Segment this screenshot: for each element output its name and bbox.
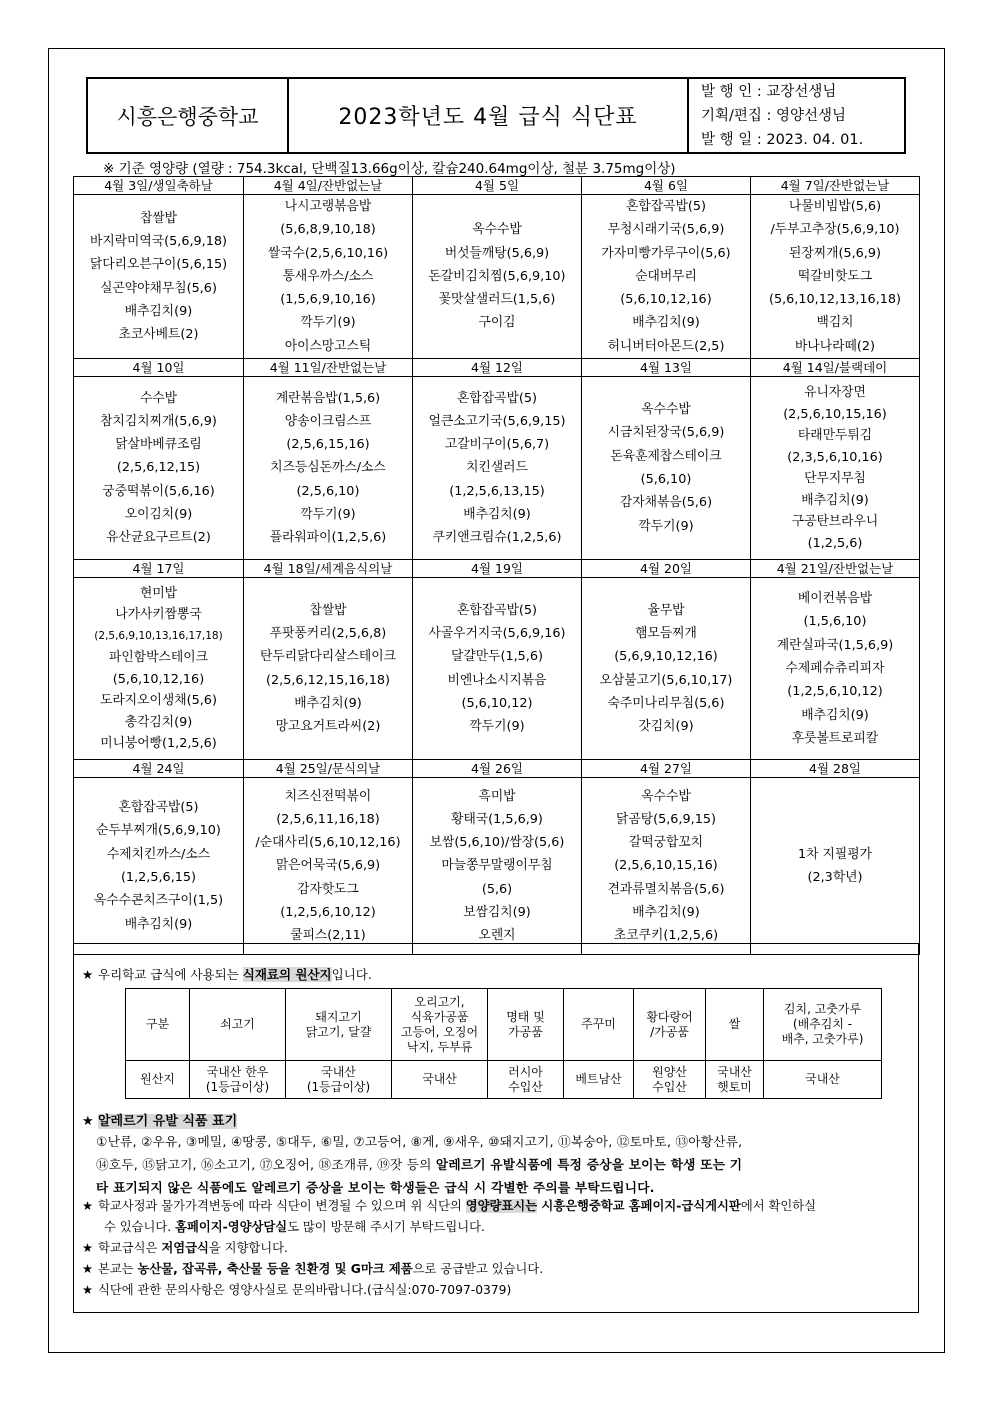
menu-item: 치즈신전떡볶이 — [284, 788, 372, 804]
menu-item: 깍두기(9) — [469, 719, 525, 735]
day-date: 4월 17일 — [74, 560, 244, 578]
menu-item: 보쌈김치(9) — [463, 905, 531, 921]
origin-table — [125, 988, 882, 1099]
menu-item: (2,5,6,15,16) — [286, 437, 370, 453]
menu-table — [73, 176, 920, 955]
menu-item: 숙주미나리무침(5,6) — [607, 695, 725, 711]
menu-item: 쿠키앤크림슈(1,2,5,6) — [432, 530, 562, 546]
day-menu — [244, 778, 413, 955]
menu-item: 치킨샐러드 — [466, 460, 528, 476]
menu-item: 혼합잡곡밥(5) — [457, 602, 537, 618]
menu-item: 계란실파국(1,5,6,9) — [776, 637, 894, 653]
menu-item: 배추김치(9) — [632, 315, 700, 331]
menu-item: 황태국(1,5,6,9) — [451, 811, 543, 827]
menu-item: 구공탄브라우니 — [791, 514, 879, 530]
menu-item: 깍두기(9) — [300, 507, 356, 523]
menu-item: 도라지오이생채(5,6) — [100, 693, 217, 709]
menu-item: (1,2,5,6,10,12) — [787, 684, 883, 700]
day-menu — [413, 578, 582, 760]
menu-item: 배추김치(9) — [801, 492, 869, 508]
date-row — [74, 760, 920, 778]
menu-item: /두부고추장(5,6,9,10) — [770, 222, 900, 238]
menu-row — [74, 195, 920, 359]
menu-item: 후룻볼트로피칼 — [791, 730, 879, 746]
menu-item: 나가사키짬뽕국 — [115, 607, 202, 623]
day-menu — [413, 377, 582, 560]
menu-item: 비엔나소시지볶음 — [447, 672, 547, 688]
menu-item: 깍두기(9) — [638, 518, 694, 534]
day-date: 4월 27일 — [582, 760, 751, 778]
day-menu — [244, 578, 413, 760]
menu-item: 마늘쫑무말랭이무침 — [441, 858, 553, 874]
origin-value-cell: 국내산 — [764, 1061, 882, 1099]
menu-item: (2,3,5,6,10,16) — [787, 449, 883, 465]
menu-item: 파인함박스테이크 — [109, 650, 208, 666]
day-date: 4월 7일/잔반없는날 — [751, 177, 920, 195]
origin-header-cell: 쇠고기 — [190, 989, 286, 1061]
menu-item: 갓김치(9) — [638, 719, 694, 735]
menu-item: 백김치 — [816, 315, 854, 331]
star-icon: ★ — [82, 967, 94, 982]
date-row — [74, 560, 920, 578]
menu-item: 혼합잡곡밥(5) — [457, 390, 537, 406]
menu-item: 가자미빵가루구이(5,6) — [601, 245, 731, 261]
day-date: 4월 28일 — [751, 760, 920, 778]
day-menu — [582, 778, 751, 955]
origin-header-cell: 구분 — [126, 989, 190, 1061]
page-title: 2023학년도 4월 급식 식단표 — [289, 79, 689, 152]
menu-item: 수제치킨까스/소스 — [106, 846, 211, 862]
day-date: 4월 25일/문식의날 — [244, 760, 413, 778]
menu-item: (2,3학년) — [807, 870, 863, 886]
menu-item: 닭다리오븐구이(5,6,15) — [89, 257, 228, 273]
menu-item: (5,6,10) — [640, 472, 692, 488]
menu-item: 떡갈비핫도그 — [797, 268, 873, 284]
menu-item: 나물비빔밥(5,6) — [788, 199, 882, 214]
menu-item: 찹쌀밥 — [139, 210, 178, 226]
origin-value-cell: 국내산 (1등급이상) — [286, 1061, 392, 1099]
menu-item: 닭살바베큐조림 — [115, 437, 202, 453]
menu-item: 순대버무리 — [635, 268, 697, 284]
menu-item: (2,5,6,9,10,13,16,17,18) — [94, 629, 223, 642]
menu-row — [74, 377, 920, 560]
day-menu — [751, 195, 920, 359]
day-menu — [751, 778, 920, 955]
editor: 기획/편집 : 영양선생님 — [701, 107, 847, 124]
menu-item: /순대사리(5,6,10,12,16) — [255, 835, 401, 851]
day-menu — [74, 377, 244, 560]
star-icon: ★ — [82, 1241, 94, 1255]
menu-item: 옥수수콘치즈구이(1,5) — [93, 893, 224, 909]
menu-item: (5,6,10,12) — [461, 695, 533, 711]
menu-item: 참치김치찌개(5,6,9) — [100, 413, 217, 429]
menu-item: 돈갈비김치찜(5,6,9,10) — [428, 268, 566, 284]
menu-item: 옥수수밥 — [472, 222, 522, 238]
menu-item: 꽃맛살샐러드(1,5,6) — [438, 292, 556, 308]
day-date: 4월 5일 — [413, 177, 582, 195]
origin-intro: ★ 우리학교 급식에 사용되는 식재료의 원산지입니다. — [82, 967, 372, 982]
origin-value-cell: 국내산 — [392, 1061, 488, 1099]
menu-item: 구이김 — [478, 315, 516, 331]
star-icon: ★ — [82, 1283, 94, 1297]
origin-value-cell: 국내산 햇토미 — [706, 1061, 764, 1099]
menu-item: 혼합잡곡밥(5) — [118, 800, 199, 816]
day-menu — [74, 578, 244, 760]
menu-item: 시금치된장국(5,6,9) — [607, 425, 725, 441]
menu-item: (2,5,6,10,15,16) — [614, 858, 718, 874]
menu-item: (1,2,5,6,10,12) — [280, 905, 376, 921]
day-menu — [413, 778, 582, 955]
menu-item: (5,6) — [481, 881, 513, 897]
day-date: 4월 18일/세계음식의날 — [244, 560, 413, 578]
origin-header-row — [126, 989, 882, 1061]
menu-item: 얼큰소고기국(5,6,9,15) — [428, 413, 566, 429]
day-menu — [244, 377, 413, 560]
menu-item: 배추김치(9) — [632, 905, 700, 921]
menu-item: (2,5,6,10) — [296, 483, 360, 499]
menu-item: 나시고랭볶음밥 — [284, 199, 372, 214]
menu-item: 푸팟퐁커리(2,5,6,8) — [269, 625, 387, 641]
menu-item: 총각김치(9) — [124, 714, 193, 730]
menu-item: 된장찌개(5,6,9) — [789, 245, 881, 261]
menu-item: 오이김치(9) — [124, 507, 193, 523]
menu-item: (2,5,6,12,15,16,18) — [266, 672, 390, 688]
day-date: 4월 26일 — [413, 760, 582, 778]
day-date: 4월 4일/잔반없는날 — [244, 177, 413, 195]
day-menu — [74, 778, 244, 955]
menu-item: (5,6,10,12,13,16,18) — [768, 292, 902, 308]
info-box — [73, 943, 919, 1313]
menu-item: 배추김치(9) — [294, 695, 362, 711]
menu-item: 궁중떡볶이(5,6,16) — [102, 483, 215, 499]
menu-item: 갈떡궁합꼬치 — [628, 835, 704, 851]
menu-item: (1,5,6,9,10,16) — [280, 292, 376, 308]
menu-row — [74, 778, 920, 955]
menu-item: 돈육훈제찹스테이크 — [610, 448, 722, 464]
publish-date: 발 행 일 : 2023. 04. 01. — [701, 131, 864, 148]
day-date: 4월 3일/생일축하날 — [74, 177, 244, 195]
day-date: 4월 11일/잔반없는날 — [244, 359, 413, 377]
menu-item: (5,6,9,10,12,16) — [614, 649, 718, 665]
menu-item: 쿨피스(2,11) — [290, 928, 366, 944]
star-icon: ★ — [82, 1114, 94, 1129]
origin-header-cell: 오리고기, 식육가공품 고등어, 오징어 낙지, 두부류 — [392, 989, 488, 1061]
menu-item: 배추김치(9) — [801, 707, 869, 723]
day-date: 4월 19일 — [413, 560, 582, 578]
day-date: 4월 24일 — [74, 760, 244, 778]
menu-item: 단무지무침 — [804, 471, 866, 487]
menu-item: (5,6,8,9,10,18) — [280, 222, 376, 238]
menu-item: 양송이크림스프 — [284, 413, 372, 429]
day-menu — [582, 377, 751, 560]
menu-item: 닭곰탕(5,6,9,15) — [616, 811, 716, 827]
day-menu — [582, 195, 751, 359]
origin-header-cell: 돼지고기 닭고기, 달걀 — [286, 989, 392, 1061]
menu-item: (2,5,6,12,15) — [116, 460, 201, 476]
menu-item: 옥수수밥 — [641, 788, 691, 804]
origin-value-cell: 러시아 수입산 — [488, 1061, 564, 1099]
day-menu — [751, 377, 920, 560]
origin-value-cell: 베트남산 — [564, 1061, 634, 1099]
menu-item: 초코쿠키(1,2,5,6) — [613, 928, 719, 944]
origin-value-cell: 국내산 한우 (1등급이상) — [190, 1061, 286, 1099]
day-menu — [751, 578, 920, 760]
menu-item: 쌀국수(2,5,6,10,16) — [267, 245, 389, 261]
menu-item: 베이컨볶음밥 — [797, 591, 873, 607]
menu-item: 사골우거지국(5,6,9,16) — [428, 625, 566, 641]
note-menu-change: ★ 학교사정과 물가가격변동에 따라 식단이 변경될 수 있으며 위 식단의 영양량표시는 시흥은행중학교 홈페이지-급식게시판에서 확인하실 — [82, 1196, 912, 1217]
origin-header-cell: 주꾸미 — [564, 989, 634, 1061]
menu-item: 감자채볶음(5,6) — [619, 495, 713, 511]
note-low-salt: ★ 학교급식은 저염급식을 지향합니다. — [82, 1238, 912, 1259]
origin-highlight: 식재료의 원산지 — [242, 967, 332, 982]
publication-info — [689, 79, 904, 152]
menu-item: 무청시래기국(5,6,9) — [607, 222, 725, 238]
menu-item: 찹쌀밥 — [309, 602, 347, 618]
day-date: 4월 20일 — [582, 560, 751, 578]
menu-item: 배추김치(9) — [124, 303, 193, 319]
menu-item: (1,2,5,6,15) — [120, 870, 197, 886]
menu-item: 버섯들깨탕(5,6,9) — [444, 245, 550, 261]
menu-item: (5,6,10,12,16) — [112, 671, 205, 687]
menu-item: 오삼불고기(5,6,10,17) — [599, 672, 733, 688]
menu-item: 허니버터아몬드(2,5) — [607, 338, 725, 354]
menu-item: 햄모듬찌개 — [635, 625, 697, 641]
day-date: 4월 6일 — [582, 177, 751, 195]
menu-row — [74, 578, 920, 760]
note-contact: ★ 식단에 관한 문의사항은 영양사실로 문의바랍니다.(급식실:070-7097-0379) — [82, 1280, 912, 1301]
menu-item: 깍두기(9) — [300, 315, 356, 331]
menu-item: (1,2,5,6) — [807, 535, 863, 551]
menu-item: 옥수수밥 — [641, 402, 691, 418]
menu-item: 고갈비구이(5,6,7) — [444, 437, 550, 453]
menu-item: 배추김치(9) — [124, 916, 193, 932]
menu-item: 타래만두튀김 — [797, 428, 873, 444]
menu-item: 유산균요구르트(2) — [106, 530, 211, 546]
menu-item: 맑은어묵국(5,6,9) — [275, 858, 381, 874]
menu-item: (1,2,5,6,13,15) — [449, 483, 545, 499]
menu-item: 미니붕어빵(1,2,5,6) — [100, 736, 217, 752]
origin-header-cell: 황다랑어 /가공품 — [634, 989, 706, 1061]
menu-item: 현미밥 — [139, 585, 178, 601]
menu-item: (2,5,6,10,15,16) — [783, 406, 887, 422]
menu-item: 치즈등심돈까스/소스 — [270, 460, 386, 476]
day-date: 4월 13일 — [582, 359, 751, 377]
day-date: 4월 21일/잔반없는날 — [751, 560, 920, 578]
menu-item: 감자핫도그 — [297, 881, 359, 897]
origin-header-cell: 쌀 — [706, 989, 764, 1061]
origin-header-cell: 김치, 고춧가루 (배추김치 - 배추, 고춧가루) — [764, 989, 882, 1061]
school-name: 시흥은행중학교 — [88, 79, 289, 152]
menu-item: 수제페슈츄리피자 — [785, 660, 885, 676]
header — [86, 77, 906, 154]
menu-item: 플라워파이(1,2,5,6) — [269, 530, 387, 546]
menu-item: 율무밥 — [647, 602, 685, 618]
menu-item: 초코사베트(2) — [118, 327, 199, 343]
menu-item: 바나나라떼(2) — [795, 338, 875, 354]
day-date: 4월 14일/블랙데이 — [751, 359, 920, 377]
menu-item: 아이스망고스틱 — [284, 338, 372, 354]
origin-value-row — [126, 1061, 882, 1099]
menu-item: (5,6,10,12,16) — [620, 292, 712, 308]
allergy-heading: ★ 알레르기 유발 식품 표기 — [82, 1114, 238, 1129]
menu-item: 순두부찌개(5,6,9,10) — [96, 823, 221, 839]
menu-item: 바지락미역국(5,6,9,18) — [89, 233, 228, 249]
allergy-list: ①난류, ②우유, ③메밀, ④땅콩, ⑤대두, ⑥밀, ⑦고등어, ⑧게, ⑨새우, ⑩돼지고기, ⑪복숭아, ⑫토마토, ⑬아황산류, ⑭호두, ⑮닭고기, ⑯소고기, ⑰오징어, ⑱조개류, ⑲잣 등의 알레르기 유발식품에 특정 증상을 보이는 학생 또는 기 타 표기되지 않은 식품에도 알레르기 증상을 보이는 학생들은 급식 시 각별한 주의를 부탁드립니다. — [96, 1134, 743, 1195]
day-menu — [244, 195, 413, 359]
menu-item: 실곤약야채무침(5,6) — [100, 280, 217, 296]
star-icon: ★ — [82, 1262, 94, 1276]
day-menu — [74, 195, 244, 359]
menu-item: 통새우까스/소스 — [282, 268, 374, 284]
nutrition-standard: ※ 기준 영양량 (열량 : 754.3kcal, 단백질13.66g이상, 칼슘240.64mg이상, 철분 3.75mg이상) — [103, 161, 676, 177]
day-menu — [582, 578, 751, 760]
date-row — [74, 177, 920, 195]
menu-item: 보쌈(5,6,10)/쌈장(5,6) — [429, 835, 565, 851]
day-date: 4월 12일 — [413, 359, 582, 377]
menu-item: 오렌지 — [478, 928, 516, 944]
star-icon: ★ — [82, 1199, 94, 1213]
menu-item: 혼합잡곡밥(5) — [626, 199, 706, 214]
menu-item: 달걀만두(1,5,6) — [451, 649, 543, 665]
publisher: 발 행 인 : 교장선생님 — [701, 83, 837, 100]
day-date: 4월 10일 — [74, 359, 244, 377]
notes: ★ 학교사정과 물가가격변동에 따라 식단이 변경될 수 있으며 위 식단의 영양량표시는 시흥은행중학교 홈페이지-급식게시판에서 확인하실 수 있습니다. 홈페이지-영양상담실도 많이 방문해 주시기 부탁드립니다. ★ 학교급식은 저염급식을 지향합니다. ★ 본교는 농산물, 잡곡류, 축산물 등을 친환경 및 G마크 제품으로 공급받고 있습니다. ★ 식단에 관한 문의사항은 영양사실로 문의바랍니다.(급식실:070-7097-0379) — [82, 1196, 912, 1301]
menu-item: 배추김치(9) — [463, 507, 531, 523]
origin-header-cell: 명태 및 가공품 — [488, 989, 564, 1061]
menu-item: 수수밥 — [139, 390, 178, 406]
menu-item: 견과류멸치볶음(5,6) — [607, 881, 725, 897]
menu-item: 망고요거트라씨(2) — [275, 719, 381, 735]
menu-item: 탄두리닭다리살스테이크 — [260, 649, 396, 665]
origin-value-cell: 원산지 — [126, 1061, 190, 1099]
menu-item: (2,5,6,11,16,18) — [276, 811, 380, 827]
menu-item: 1차 지필평가 — [797, 846, 873, 862]
menu-item: (1,5,6,10) — [803, 614, 867, 630]
menu-item: 흑미밥 — [478, 788, 516, 804]
menu-item: 유니자장면 — [804, 385, 866, 401]
day-menu — [413, 195, 582, 359]
date-row — [74, 359, 920, 377]
note-eco-products: ★ 본교는 농산물, 잡곡류, 축산물 등을 친환경 및 G마크 제품으로 공급받고 있습니다. — [82, 1259, 912, 1280]
menu-item: 계란볶음밥(1,5,6) — [275, 390, 381, 406]
origin-value-cell: 원양산 수입산 — [634, 1061, 706, 1099]
